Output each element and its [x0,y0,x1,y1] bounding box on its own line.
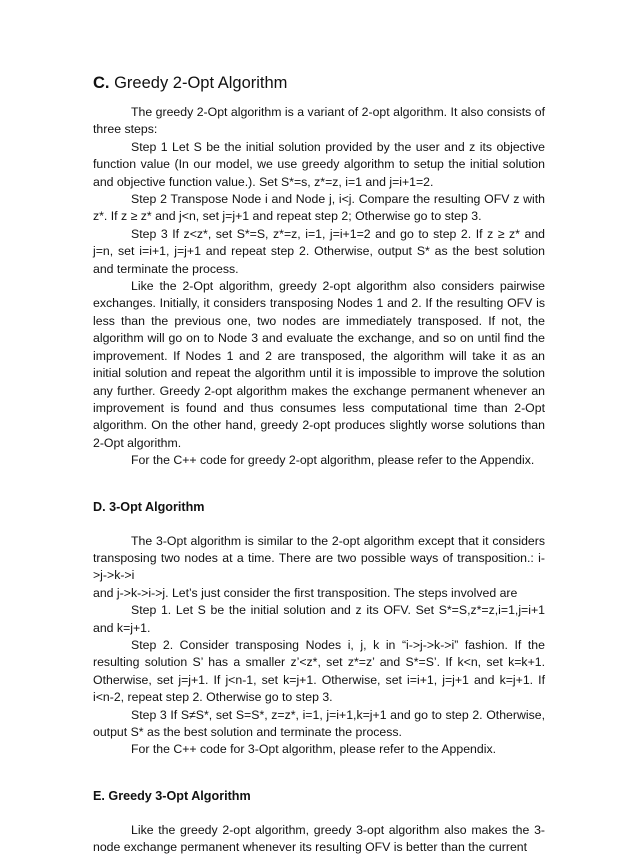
section-c-heading [93,72,545,94]
document-page [93,72,545,857]
section-e-intro: Like the greedy 2-opt algorithm, greedy 3-opt algorithm also makes the 3-node exchange permanent whenever its resulting OFV is better than the current [93,822,545,855]
section-d-intro-continued: and j->k->i->j. Let’s just consider the first transposition. The steps involved are [93,585,518,600]
section-c-step-2: Step 2 Transpose Node i and Node j, i<j. Compare the resulting OFV z with z*. If z ≥ z* and j<n, set j=j+1 and repeat step 2; Otherwise go to step 3. [93,192,545,224]
section-c-discussion: Like the 2-Opt algorithm, greedy 2-opt algorithm also considers pairwise exchanges. Initially, it considers transposing Nodes 1 and 2. If the resulting OFV is less than the previous one, two nodes are immediately transposed. If not, the algorithm will go on to Node 3 and evaluate the exchange, and so on until find the improvement. If Nodes 1 and 2 are transposed, the algorithm will take it as an initial solution and repeat the algorithm until it is impossible to improve the solution any further. Greedy 2-opt algorithm makes the exchange permanent whenever an improvement is found and thus consumes less computational time than 2-Opt algorithm. On the other hand, greedy 2-opt produces slightly worse solutions than 2-Opt algorithm. [93,279,545,450]
section-c-appendix-note: For the C++ code for greedy 2-opt algorithm, please refer to the Appendix. [131,453,535,468]
spacer [93,805,545,822]
section-d-step-3: Step 3 If S≠S*, set S=S*, z=z*, i=1, j=i+1,k=j+1 and go to step 2. Otherwise, output S* as the best solution and terminate the process. [93,707,545,739]
spacer [93,516,545,533]
section-d-step-1: Step 1. Let S be the initial solution and z its OFV. Set S*=S,z*=z,i=1,j=i+1 and k=j+1. [93,603,545,635]
section-d-intro: The 3-Opt algorithm is similar to the 2-opt algorithm except that it considers transposing two nodes at a time. There are two possible ways of transposition.: i->j->k->i [93,533,545,583]
section-d-step-2: Step 2. Consider transposing Nodes i, j, k in “i->j->k->i” fashion. If the resulting solution S’ has a smaller z’<z*, set z*=z’ and S*=S’. If k<n, set k=k+1. Otherwise, set j=j+1. If j<n-1, set k=j+1. Otherwise, set i=i+1, j=j+1 and k=j+1. If i<n-2, repeat step 2. Otherwise go to step 3. [93,637,545,705]
section-c-step-1: Step 1 Let S be the initial solution provided by the user and z its objective function value (In our model, we use greedy algorithm to setup the initial solution and objective function value.). Set S*=s, z*=z, i=1 and j=i+1=2. [93,139,545,189]
section-c-intro: The greedy 2-Opt algorithm is a variant of 2-opt algorithm. It also consists of three steps: [93,105,545,137]
section-c-title: Greedy 2-Opt Algorithm [109,74,288,92]
section-d-heading: D. 3-Opt Algorithm [93,499,205,514]
spacer [93,470,545,498]
spacer [93,759,545,787]
section-c-step-3: Step 3 If z<z*, set S*=S, z*=z, i=1, j=i+1=2 and go to step 2. If z ≥ z* and j=n, set i=i+1, j=j+1 and repeat step 2. Otherwise, output S* as the best solution and terminate the process. [93,226,545,276]
section-e-heading: E. Greedy 3-Opt Algorithm [93,788,251,803]
section-c-letter: C. [93,74,110,92]
section-d-appendix-note: For the C++ code for 3-Opt algorithm, please refer to the Appendix. [131,742,497,757]
